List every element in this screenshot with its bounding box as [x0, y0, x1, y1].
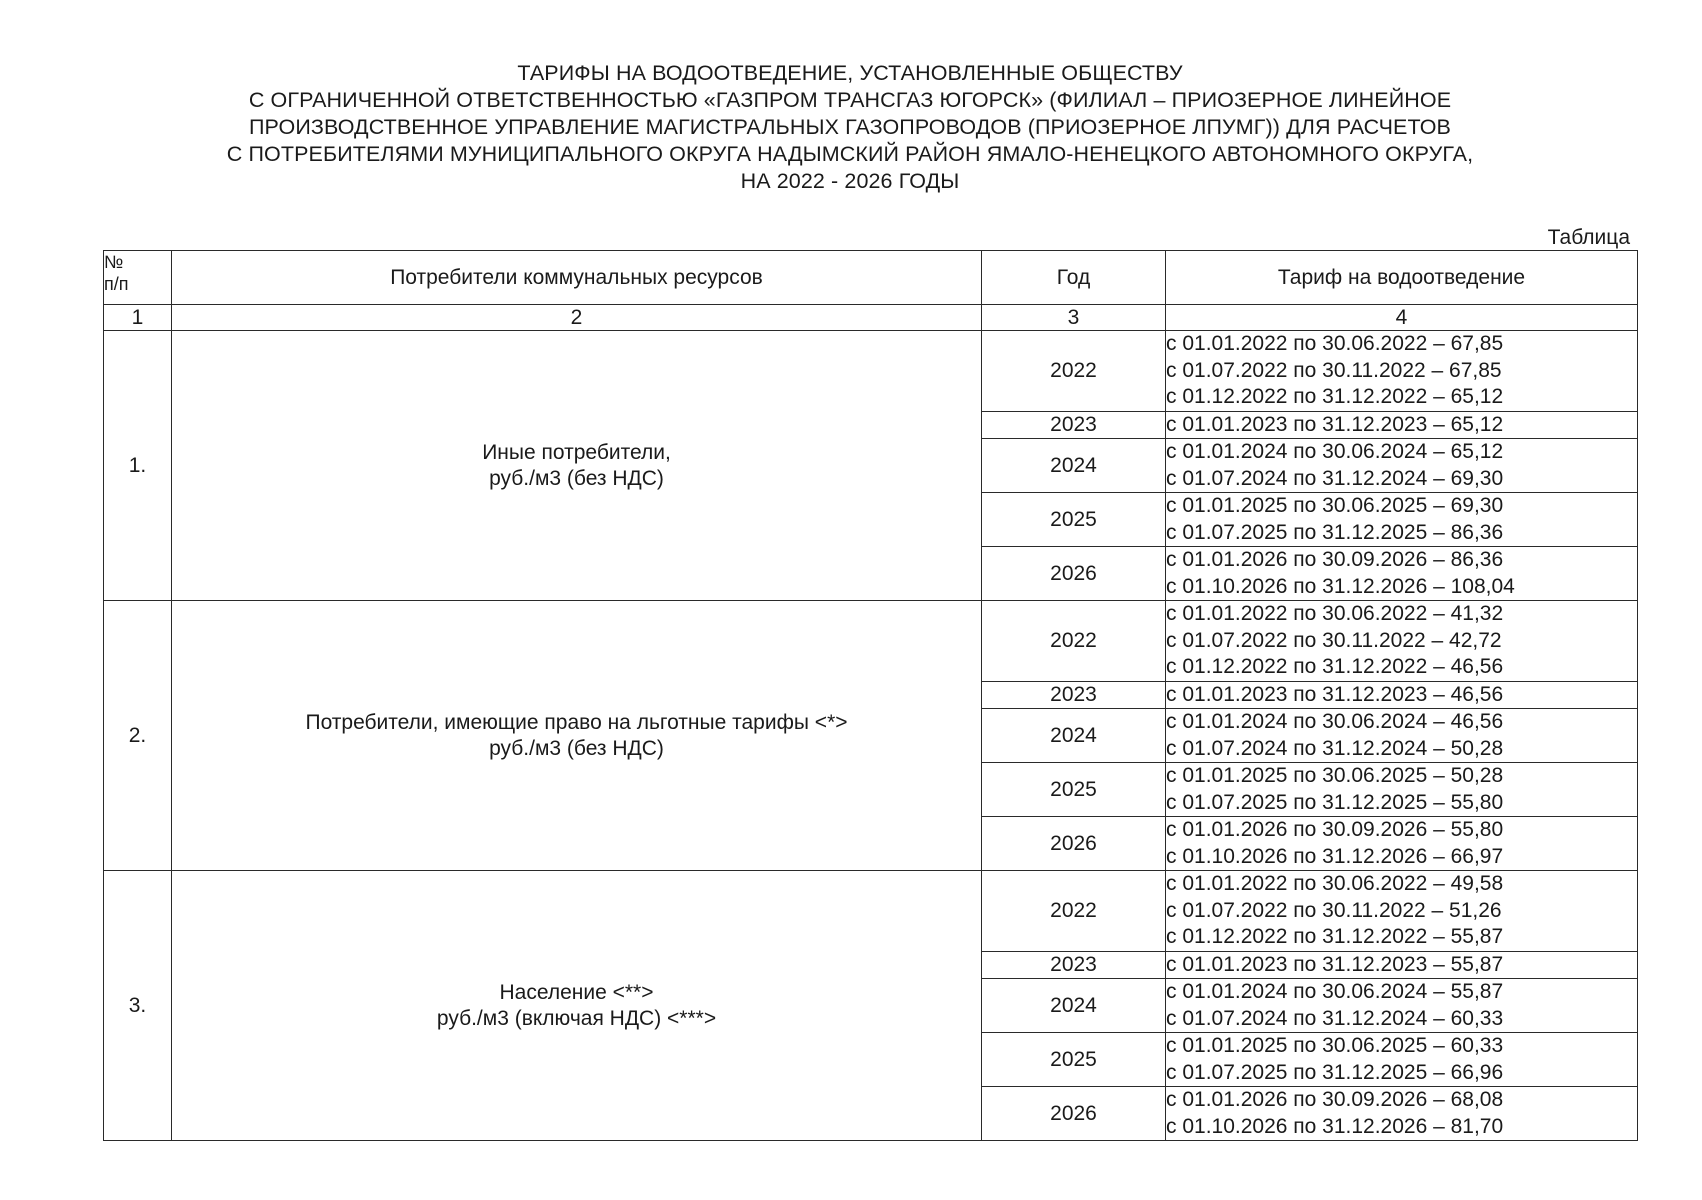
column-number: 4	[1166, 305, 1638, 331]
column-number: 3	[982, 305, 1166, 331]
row-number: 2.	[104, 601, 172, 871]
year-cell: 2022	[982, 331, 1166, 412]
tariff-period: с 01.07.2022 по 30.11.2022 – 67,85	[1166, 358, 1502, 382]
tariff-period: с 01.12.2022 по 31.12.2022 – 46,56	[1166, 655, 1504, 678]
year-cell: 2023	[982, 951, 1166, 979]
tariff-periods-cell	[1166, 979, 1638, 1033]
tariff-period: с 01.01.2024 по 30.06.2024 – 55,87	[1166, 980, 1504, 1003]
year-cell: 2022	[982, 601, 1166, 682]
consumer-category	[172, 601, 982, 871]
tariff-period: с 01.10.2026 по 31.12.2026 – 108,04	[1166, 574, 1515, 598]
tariff-periods-cell	[1166, 709, 1638, 763]
title-line: ТАРИФЫ НА ВОДООТВЕДЕНИЕ, УСТАНОВЛЕННЫЕ ОБЩЕСТВУ	[517, 61, 1183, 85]
row-number: 3.	[104, 871, 172, 1141]
column-number-row	[104, 305, 1638, 331]
title-line: НА 2022 - 2026 ГОДЫ	[740, 169, 960, 193]
tariff-periods-cell	[1166, 763, 1638, 817]
tariff-period: с 01.07.2024 по 31.12.2024 – 50,28	[1166, 736, 1504, 760]
consumer-line: руб./м3 (без НДС)	[489, 466, 664, 490]
tariff-period: с 01.10.2026 по 31.12.2026 – 81,70	[1166, 1114, 1504, 1138]
tariff-period: с 01.12.2022 по 31.12.2022 – 65,12	[1166, 385, 1504, 408]
tariff-period: с 01.07.2022 по 30.11.2022 – 42,72	[1166, 628, 1502, 652]
title-line: С ПОТРЕБИТЕЛЯМИ МУНИЦИПАЛЬНОГО ОКРУГА НАДЫМСКИЙ РАЙОН ЯМАЛО-НЕНЕЦКОГО АВТОНОМНОГО ОКРУГА,	[226, 142, 1474, 166]
document-title	[150, 60, 1550, 195]
tariff-period: с 01.01.2023 по 31.12.2023 – 55,87	[1166, 952, 1504, 976]
tariff-period: с 01.07.2024 по 31.12.2024 – 60,33	[1166, 1006, 1504, 1030]
year-cell: 2025	[982, 763, 1166, 817]
header-year: Год	[982, 251, 1166, 305]
consumer-line: Население <**>	[499, 980, 654, 1004]
tariff-periods-cell	[1166, 951, 1638, 979]
tariff-period: с 01.07.2024 по 31.12.2024 – 69,30	[1166, 466, 1504, 490]
column-number: 1	[104, 305, 172, 331]
tariff-period: с 01.07.2025 по 31.12.2025 – 66,96	[1166, 1060, 1504, 1084]
tariff-period: с 01.07.2025 по 31.12.2025 – 55,80	[1166, 790, 1504, 814]
table-header-row	[104, 251, 1638, 305]
consumer-line: Потребители, имеющие право на льготные тарифы <*>	[305, 710, 848, 734]
tariff-periods-cell	[1166, 817, 1638, 871]
tariff-period: с 01.01.2025 по 30.06.2025 – 60,33	[1166, 1034, 1504, 1057]
tariff-table	[103, 250, 1638, 1141]
tariff-periods-cell	[1166, 1087, 1638, 1141]
tariff-period: с 01.01.2022 по 30.06.2022 – 49,58	[1166, 872, 1504, 895]
header-consumers: Потребители коммунальных ресурсов	[172, 251, 982, 305]
year-cell: 2026	[982, 547, 1166, 601]
consumer-line: Иные потребители,	[482, 440, 671, 464]
tariff-period: с 01.01.2024 по 30.06.2024 – 65,12	[1166, 440, 1504, 463]
table-row	[104, 871, 1638, 952]
tariff-period: с 01.01.2026 по 30.09.2026 – 86,36	[1166, 548, 1504, 571]
tariff-period: с 01.12.2022 по 31.12.2022 – 55,87	[1166, 925, 1504, 948]
table-caption: Таблица	[1547, 226, 1630, 249]
consumer-category	[172, 331, 982, 601]
year-cell: 2023	[982, 411, 1166, 439]
tariff-period: с 01.01.2025 по 30.06.2025 – 50,28	[1166, 764, 1504, 787]
year-cell: 2026	[982, 817, 1166, 871]
tariff-period: с 01.01.2023 по 31.12.2023 – 46,56	[1166, 682, 1504, 706]
table-row	[104, 331, 1638, 412]
tariff-periods-cell	[1166, 601, 1638, 682]
tariff-periods-cell	[1166, 871, 1638, 952]
tariff-period: с 01.01.2024 по 30.06.2024 – 46,56	[1166, 710, 1504, 733]
tariff-periods-cell	[1166, 547, 1638, 601]
tariff-period: с 01.01.2022 по 30.06.2022 – 67,85	[1166, 332, 1504, 355]
consumer-category	[172, 871, 982, 1141]
tariff-table-body	[104, 331, 1638, 1141]
tariff-period: с 01.07.2022 по 30.11.2022 – 51,26	[1166, 898, 1502, 922]
tariff-periods-cell	[1166, 493, 1638, 547]
tariff-periods-cell	[1166, 439, 1638, 493]
tariff-period: с 01.10.2026 по 31.12.2026 – 66,97	[1166, 844, 1504, 868]
year-cell: 2026	[982, 1087, 1166, 1141]
year-cell: 2024	[982, 709, 1166, 763]
tariff-periods-cell	[1166, 331, 1638, 412]
title-line: С ОГРАНИЧЕННОЙ ОТВЕТСТВЕННОСТЬЮ «ГАЗПРОМ ТРАНСГАЗ ЮГОРСК» (ФИЛИАЛ – ПРИОЗЕРНОЕ ЛИНЕЙНОЕ	[248, 88, 1452, 112]
consumer-line: руб./м3 (включая НДС) <***>	[436, 1006, 717, 1030]
header-tariff: Тариф на водоотведение	[1166, 251, 1638, 305]
row-number: 1.	[104, 331, 172, 601]
year-cell: 2022	[982, 871, 1166, 952]
tariff-period: с 01.07.2025 по 31.12.2025 – 86,36	[1166, 520, 1504, 544]
header-row-number	[104, 251, 172, 305]
year-cell: 2024	[982, 439, 1166, 493]
tariff-periods-cell	[1166, 1033, 1638, 1087]
tariff-period: с 01.01.2025 по 30.06.2025 – 69,30	[1166, 494, 1504, 517]
year-cell: 2023	[982, 681, 1166, 709]
consumer-line: руб./м3 (без НДС)	[489, 736, 664, 760]
tariff-period: с 01.01.2026 по 30.09.2026 – 68,08	[1166, 1088, 1504, 1111]
tariff-periods-cell	[1166, 411, 1638, 439]
title-line: ПРОИЗВОДСТВЕННОЕ УПРАВЛЕНИЕ МАГИСТРАЛЬНЫХ ГАЗОПРОВОДОВ (ПРИОЗЕРНОЕ ЛПУМГ)) ДЛЯ РАСЧЕТОВ	[248, 115, 1451, 139]
tariff-period: с 01.01.2023 по 31.12.2023 – 65,12	[1166, 412, 1504, 436]
year-cell: 2025	[982, 493, 1166, 547]
tariff-periods-cell	[1166, 681, 1638, 709]
tariff-period: с 01.01.2022 по 30.06.2022 – 41,32	[1166, 602, 1504, 625]
header-num-abbrev: п/п	[104, 274, 129, 294]
year-cell: 2025	[982, 1033, 1166, 1087]
table-row	[104, 601, 1638, 682]
header-num-symbol: №	[104, 252, 124, 272]
tariff-period: с 01.01.2026 по 30.09.2026 – 55,80	[1166, 818, 1504, 841]
column-number: 2	[172, 305, 982, 331]
year-cell: 2024	[982, 979, 1166, 1033]
